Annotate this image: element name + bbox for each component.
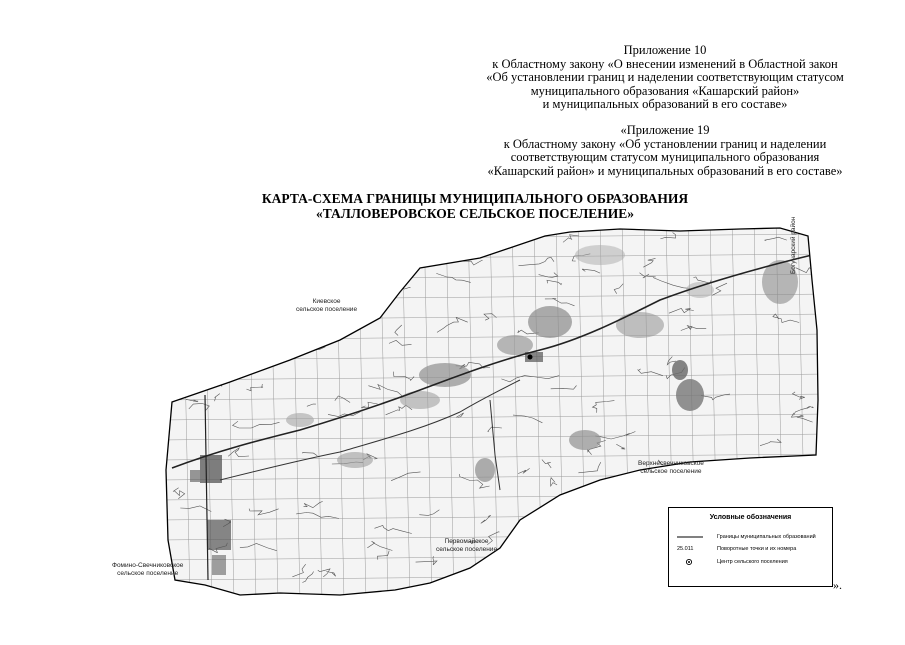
neighbor-type: сельское поселение — [117, 570, 179, 577]
contour-line — [523, 236, 533, 240]
contour-line — [754, 458, 763, 463]
contour-line — [336, 259, 341, 265]
contour-line — [223, 272, 226, 282]
contour-line — [296, 240, 309, 244]
legend-label: Поворотные точки и их номера — [717, 546, 797, 552]
neighbor-type: сельское поселение — [640, 468, 702, 475]
contour-line — [390, 285, 397, 294]
contour-line — [263, 349, 267, 360]
map-legend — [668, 507, 833, 587]
contour-line — [635, 540, 642, 548]
grid-line — [160, 220, 168, 600]
contour-line — [286, 245, 298, 250]
contour-line — [343, 231, 353, 239]
grid-line — [160, 594, 830, 600]
map-title — [180, 191, 770, 221]
contour-line — [237, 369, 247, 376]
boundary-line-symbol — [675, 532, 703, 542]
closing-quote: ». — [833, 578, 842, 592]
contour-line — [352, 238, 364, 246]
legend-item-points — [675, 544, 830, 554]
neighbor-label-verkhnesvechnikovskoye — [638, 460, 704, 476]
contour-line — [178, 339, 196, 344]
neighbor-name: Фомино-Свечниковское — [112, 562, 184, 569]
neighbor-type: сельское поселение — [296, 306, 358, 313]
neighbor-label-pervomayskoye — [436, 538, 497, 554]
neighbor-name: Верхнесвечниковское — [638, 460, 704, 467]
point-number-sample: 25.011 — [677, 546, 694, 552]
appendix-10-line: Приложение 10 — [623, 43, 707, 57]
contour-line — [315, 228, 323, 240]
contour-line — [618, 498, 629, 506]
appendix-19-line: «Приложение 19 — [620, 123, 710, 137]
neighbor-type: сельское поселение — [436, 546, 498, 553]
neighbor-label-boguchar: Богучарский район — [790, 216, 797, 274]
appendix-19-line: «Кашарский район» и муниципальных образований в его составе» — [487, 163, 843, 178]
contour-line — [214, 267, 238, 273]
contour-line — [198, 319, 207, 331]
neighbor-label-kiyevskoye — [296, 298, 357, 314]
center-marker-icon — [675, 557, 703, 567]
contour-line — [308, 325, 335, 337]
contour-line — [587, 485, 598, 500]
neighbor-name: Киевское — [312, 298, 341, 305]
contour-line — [262, 292, 290, 299]
appendix-19-line: к Областному закону «Об установлении границ и наделении — [503, 136, 827, 151]
map-title-line-1: КАРТА-СХЕМА ГРАНИЦЫ МУНИЦИПАЛЬНОГО ОБРАЗОВАНИЯ — [261, 191, 689, 206]
contour-line — [639, 555, 661, 568]
legend-item-boundary — [675, 532, 830, 542]
contour-line — [396, 236, 438, 243]
contour-line — [275, 244, 285, 248]
legend-item-center — [675, 557, 830, 567]
contour-line — [262, 336, 271, 341]
contour-line — [184, 345, 191, 352]
contour-line — [365, 253, 376, 259]
contour-line — [527, 541, 546, 550]
appendix-10-header — [455, 44, 875, 112]
legend-title: Условные обозначения — [709, 514, 792, 521]
settlement-center-marker — [528, 355, 533, 360]
appendix-10-line: «Об установлении границ и наделении соответствующим статусом — [486, 70, 844, 84]
contour-line — [812, 493, 836, 499]
appendix-10-line: муниципального образования «Кашарский район» — [530, 83, 800, 98]
contour-line — [814, 459, 821, 467]
contour-line — [759, 484, 774, 490]
appendix-19-header — [465, 124, 865, 178]
contour-line — [351, 261, 356, 269]
map-title-line-2: «ТАЛЛОВЕРОВСКОЕ СЕЛЬСКОЕ ПОСЕЛЕНИЕ» — [315, 206, 635, 221]
appendix-19-line: соответствующим статусом муниципального образования — [510, 150, 820, 164]
contour-line — [529, 517, 538, 524]
contour-line — [625, 582, 637, 588]
appendix-10-line: к Областному закону «О внесении изменений в Областной закон — [492, 56, 838, 71]
contour-line — [325, 272, 333, 277]
neighbor-name: Первомайское — [444, 538, 489, 545]
neighbor-label-fomino — [112, 562, 183, 578]
legend-label: Центр сельского поселения — [717, 559, 788, 565]
contour-line — [647, 565, 657, 570]
contour-line — [591, 574, 599, 577]
contour-line — [319, 293, 330, 298]
legend-label: Границы муниципальных образований — [717, 534, 816, 540]
appendix-10-line: и муниципальных образований в его составе» — [542, 97, 788, 111]
contour-line — [562, 525, 582, 532]
